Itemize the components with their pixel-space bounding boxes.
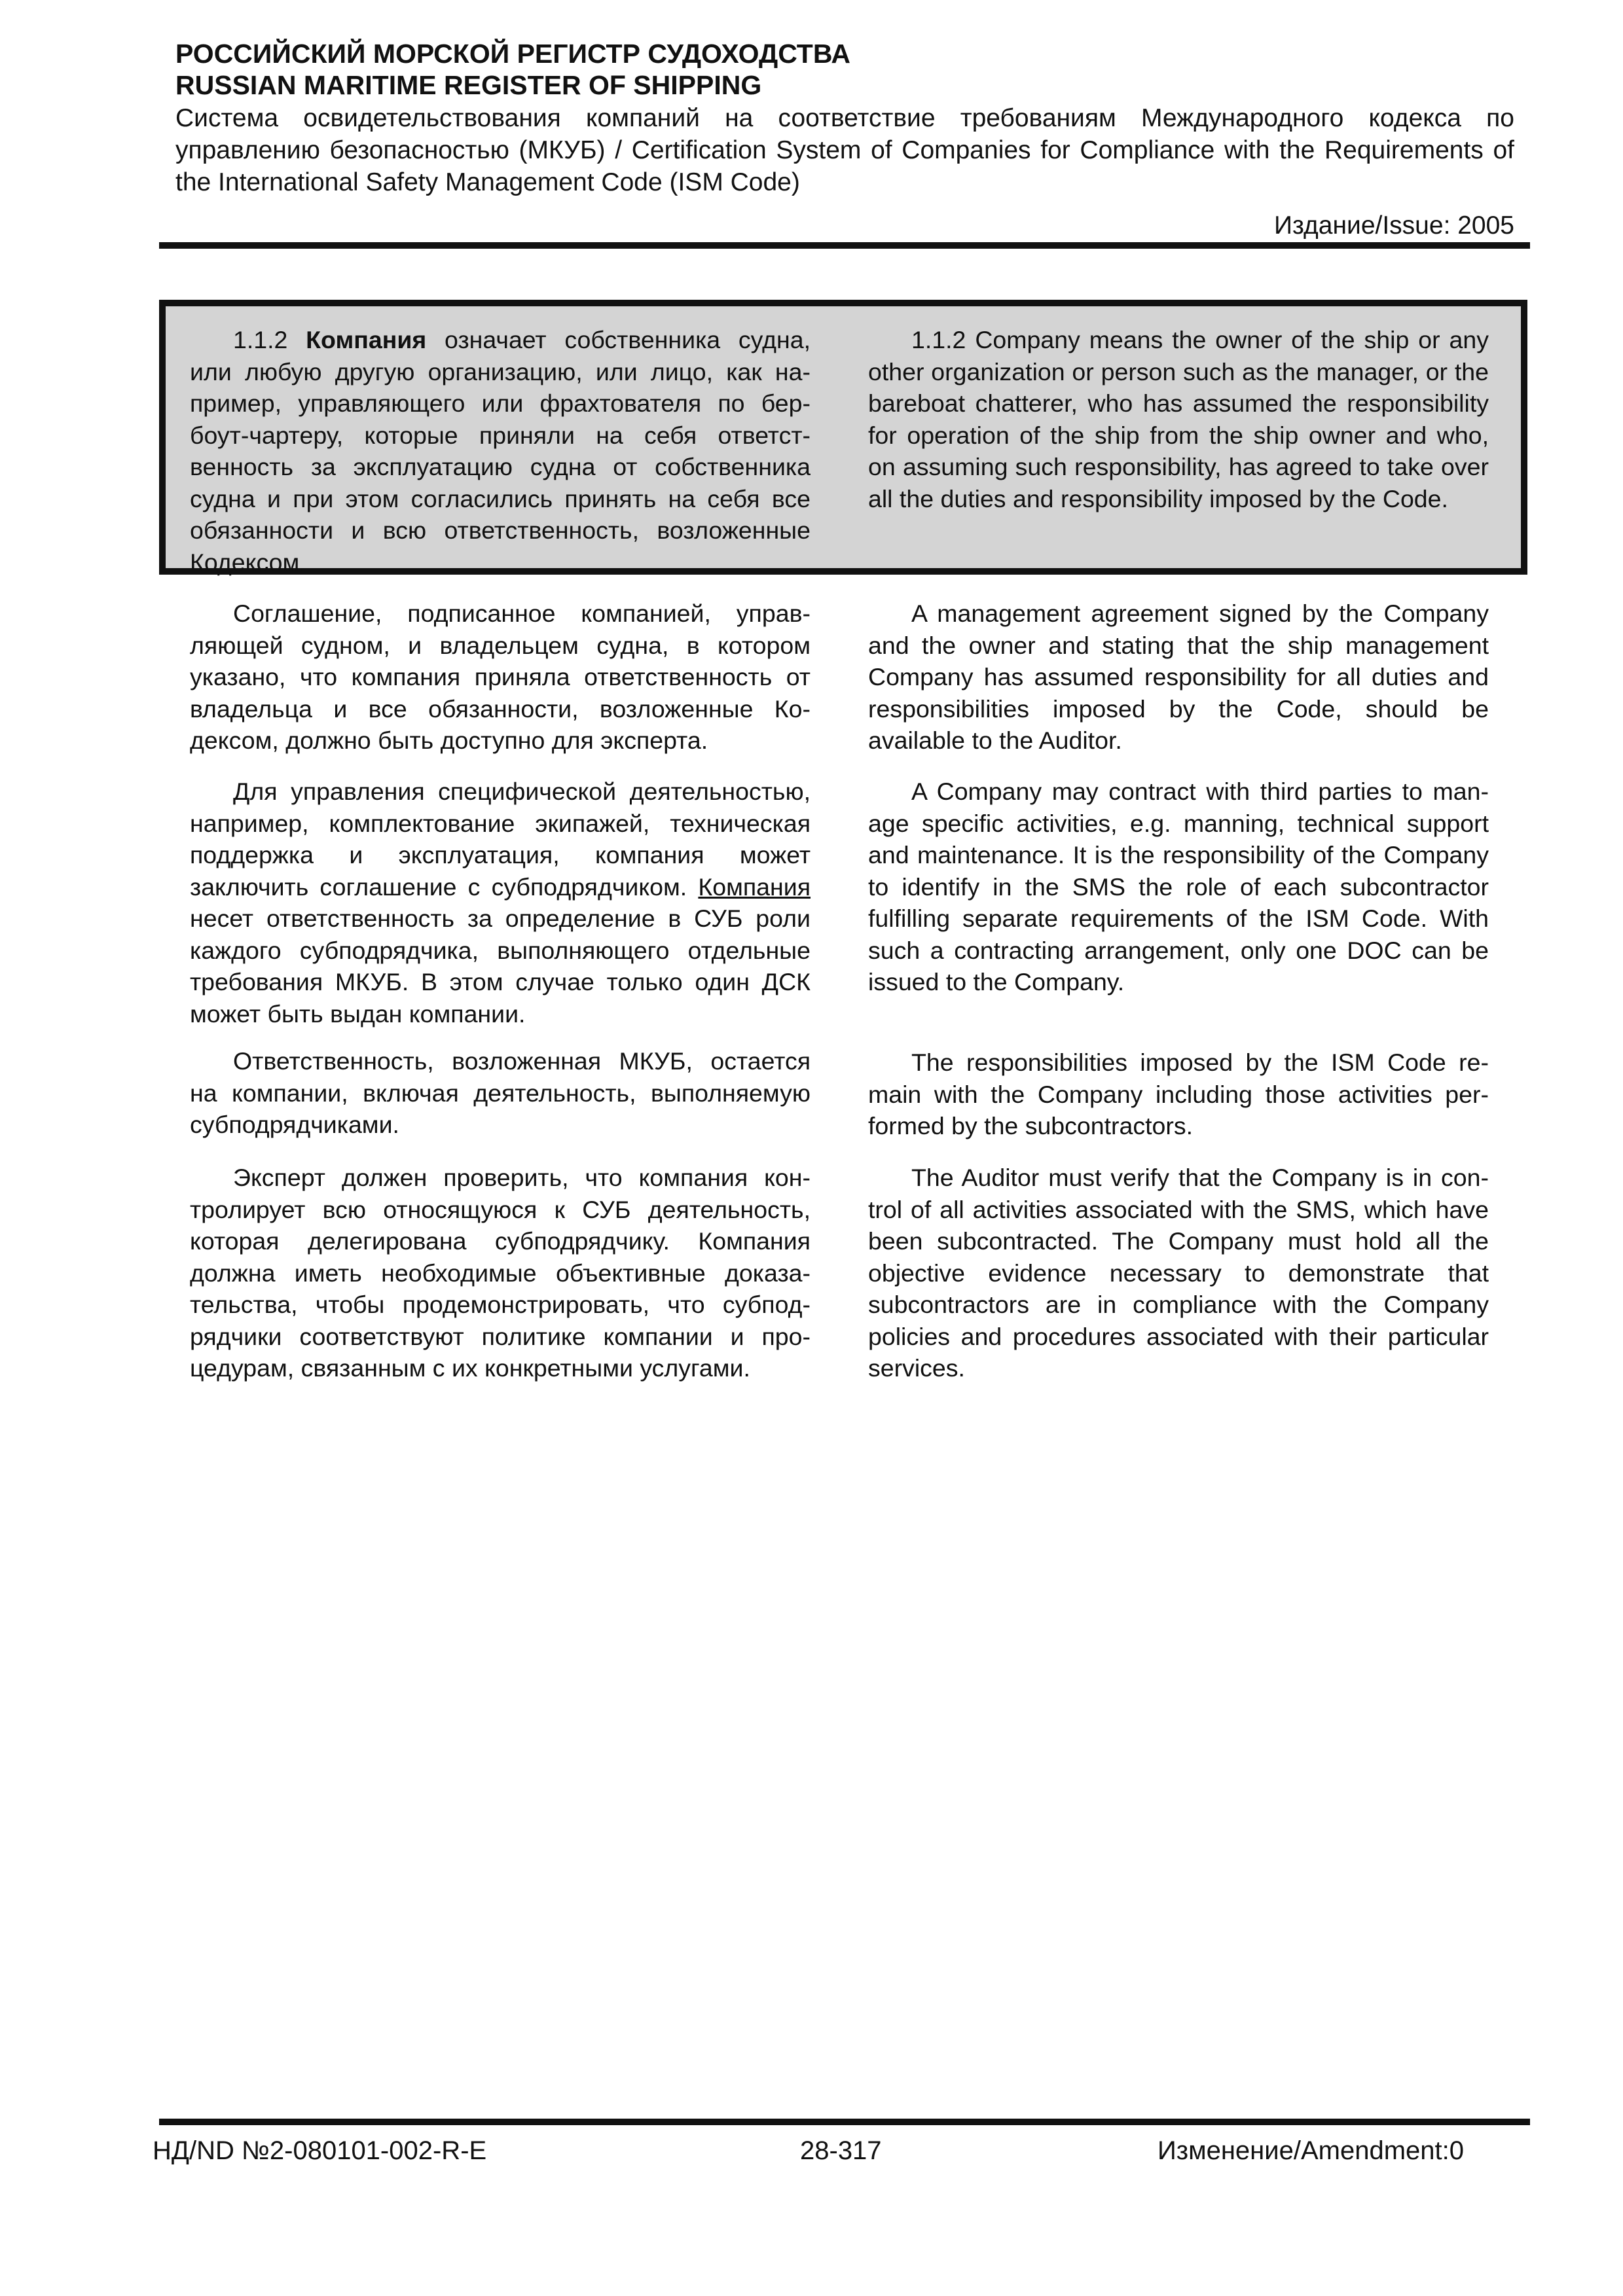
footer-divider [159, 2119, 1530, 2125]
paragraph-2-ru-text-a: Для управления специфической деятельностью, например, комплектование экипажей, техническая поддержка и эксплуатация, компания может заключить соглашение с субподрядчиком. [190, 778, 811, 901]
paragraph-3-en [868, 1047, 1489, 1142]
paragraph-4-en-text: The Auditor must verify that the Company is in control of all activities associated with the SMS, which have been subcontracted. The Company must hold all the objective evidence necessary to demonstrate that subcontractors are in compliance with the Company policies and procedures associated with their particular services. [868, 1164, 1489, 1382]
paragraph-2-ru [190, 776, 811, 1030]
paragraph-4-ru [190, 1162, 811, 1384]
footer-page-number: 28-317 [800, 2136, 882, 2165]
footer-doc-number: НД/ND №2-080101-002-R-E [153, 2136, 487, 2165]
paragraph-3-ru-text: Ответственность, возложенная МКУБ, остается на компании, включая деятельность, выполняемую субподрядчиками. [190, 1047, 811, 1138]
paragraph-1-en [868, 598, 1489, 757]
paragraph-1-ru-text: Соглашение, подписанное компанией, управляющей судном, и владельцем судна, в котором указано, что компания приняла ответственность от владельца и все обязанности, возложенные Кодексом, должно быть доступно для эксперта. [190, 600, 811, 754]
paragraph-4-ru-text: Эксперт должен проверить, что компания контролирует всю относящуюся к СУБ деятельность, которая делегирована субподрядчику. Компания должна иметь необходимые объективные доказательства, чтобы продемонстрировать, что субподрядчики соответствуют политике компании и процедурам, связанным с их конкретными услугами. [190, 1164, 811, 1382]
header-divider [159, 242, 1530, 249]
footer-amendment: Изменение/Amendment:0 [1158, 2136, 1464, 2165]
organization-name-en: RUSSIAN MARITIME REGISTER OF SHIPPING [175, 70, 762, 100]
paragraph-2-en [868, 776, 1489, 998]
certification-system-title: Система освидетельствования компаний на соответствие требованиям Международного кодекса по управлению безопасностью (МКУБ) / Certification System of Companies for Compliance with the Requirements of the International Safety Management Code (ISM Code) [175, 104, 1514, 196]
issue-label: Издание/Issue: 2005 [1274, 211, 1514, 240]
definition-ru-text: означает собственника судна, или любую другую организацию, или лицо, как например, управляющего или фрахтователя по бербоут-чартеру, которые приняли на себя ответственность за эксплуатацию судна от собственника судна и при этом согласились принять на себя все обязанности и всю ответственность, возложенные Кодексом. [190, 326, 811, 576]
paragraph-3-ru [190, 1045, 811, 1141]
paragraph-1-en-text: A management agreement signed by the Company and the owner and stating that the ship management Company has assumed responsibility for all duties and responsibilities imposed by the Code, should be available to the Auditor. [868, 600, 1489, 754]
paragraph-2-en-text: A Company may contract with third parties to manage specific activities, e.g. manning, technical support and maintenance. It is the responsibility of the Company to identify in the SMS the role of each subcontractor fulfilling separate requirements of the ISM Code. With such a contracting arrangement, only one DOC can be issued to the Company. [868, 778, 1489, 996]
paragraph-4-en [868, 1162, 1489, 1384]
paragraph-2-ru-underlined: Компания [698, 872, 811, 901]
definition-ru-number: 1.1.2 [233, 326, 288, 353]
paragraph-2-ru-text-b: несет ответственность за определение в СУБ роли каждого субподрядчика, выполняющего отдельные требования МКУБ. В этом случае только один ДСК может быть выдан компании. [190, 905, 811, 1028]
definition-en [868, 324, 1489, 514]
definition-ru [190, 324, 811, 578]
paragraph-3-en-text: The responsibilities imposed by the ISM Code remain with the Company including those activities performed by the subcontractors. [868, 1049, 1489, 1139]
document-header [175, 38, 1514, 242]
paragraph-1-ru [190, 598, 811, 757]
organization-name-ru: РОССИЙСКИЙ МОРСКОЙ РЕГИСТР СУДОХОДСТВА [175, 39, 851, 69]
definition-ru-term: Компания [306, 326, 427, 353]
definition-en-text: 1.1.2 Company means the owner of the ship or any other organization or person such as the manager, or the bareboat chatterer, who has assumed the responsibility for operation of the ship from the ship owner and who, on assuming such responsibility, has agreed to take over all the duties and responsibility imposed by the Code. [868, 326, 1489, 512]
